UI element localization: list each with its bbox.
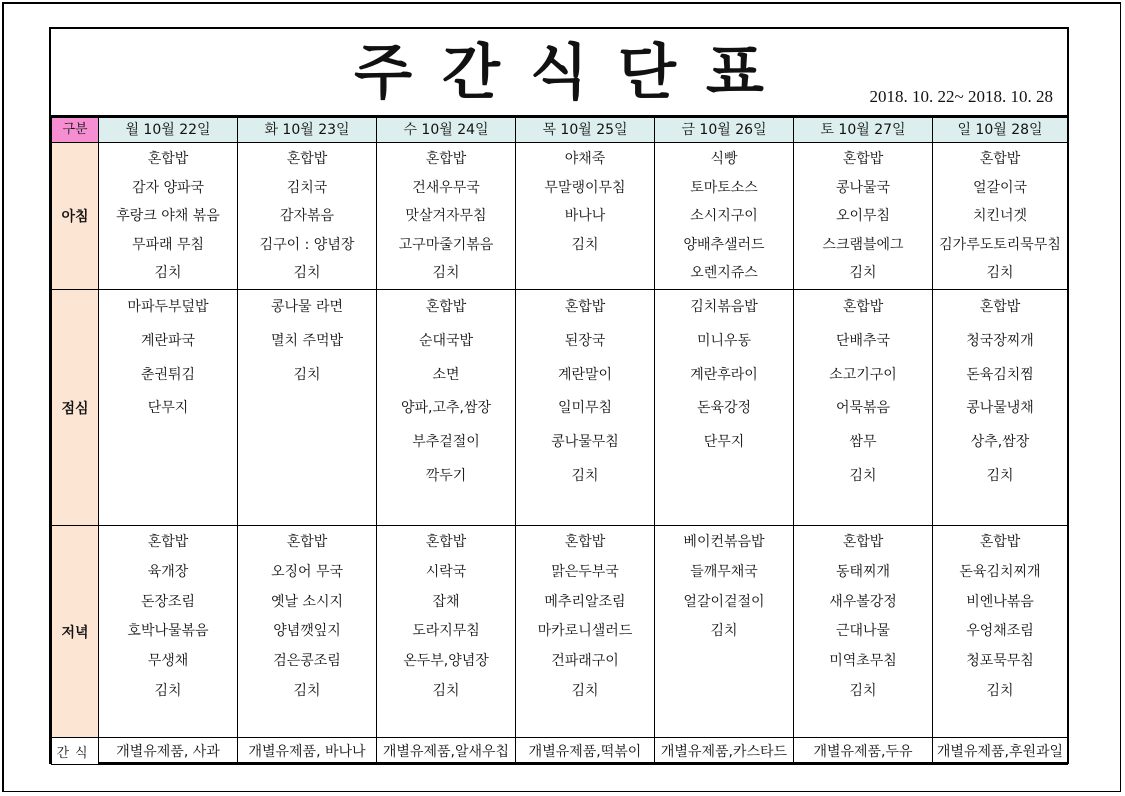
menu-item: 베이컨볶음밥 [683,534,765,550]
snack-row [52,738,1068,765]
day-header: 화 10월 23일 [238,118,377,143]
menu-item: 고구마줄기볶음 [398,236,494,253]
menu-item: 김치국 [286,179,328,196]
menu-cell [377,290,516,526]
menu-item: 오이무침 [835,208,891,225]
menu-item: 김치 [986,265,1014,282]
dinner-row [52,526,1068,738]
menu-item: 얼갈이겉절이 [683,593,765,610]
menu-item: 비엔나볶음 [966,593,1034,610]
menu-item: 스크램블에그 [822,236,904,253]
snack-cell: 개별유제품, 바나나 [238,738,377,765]
menu-item: 김치 [986,682,1014,699]
menu-item: 혼합밥 [147,151,189,167]
day-header: 토 10월 27일 [794,118,933,143]
menu-item: 청국장찌개 [966,332,1034,349]
menu-item: 양파,고추,쌈장 [400,400,492,417]
menu-cell [516,143,655,290]
menu-item: 계란말이 [557,366,613,383]
menu-item: 혼합밥 [842,534,884,550]
header-row [52,118,1068,143]
menu-item: 메추리알조림 [544,593,626,610]
menu-item: 혼합밥 [564,299,606,315]
menu-cell [238,526,377,738]
menu-item: 우엉채조림 [966,623,1034,640]
menu-cell [516,290,655,526]
menu-item: 무파래 무침 [131,236,205,253]
day-header: 월 10월 22일 [99,118,238,143]
menu-item: 김치 [432,265,460,282]
menu-item: 토마토소스 [690,179,758,196]
menu-item: 계란후라이 [690,366,758,383]
menu-item: 새우볼강정 [829,593,897,610]
menu-item: 양념깻잎지 [273,623,341,640]
snack-label: 간식 [52,738,99,765]
snack-cell: 개별유제품, 사과 [99,738,238,765]
menu-item: 미니우동 [696,332,752,349]
menu-cell [933,526,1068,738]
menu-item: 도라지무침 [412,623,480,640]
menu-item: 후랑크 야채 볶음 [116,208,220,225]
menu-item: 무생채 [147,653,189,670]
menu-item: 콩나물무침 [551,434,619,451]
menu-item: 소면 [432,366,460,383]
menu-item: 콩나물국 [835,179,891,196]
menu-item: 혼합밥 [979,299,1021,315]
menu-item: 건파래구이 [551,653,619,670]
menu-item: 쌈무 [849,434,877,451]
menu-item: 잡채 [432,593,460,610]
menu-item: 콩나물냉채 [966,400,1034,417]
menu-cell [238,290,377,526]
menu-sheet [49,27,1069,764]
menu-cell [99,290,238,526]
menu-item: 맛살겨자무침 [405,208,487,225]
snack-cell: 개별유제품,떡볶이 [516,738,655,765]
menu-item: 김치 [293,366,321,383]
menu-item: 돈육김치찌개 [959,563,1041,580]
menu-item: 김치 [710,623,738,640]
menu-item: 김치 [849,467,877,484]
menu-item: 부추겉절이 [412,434,480,451]
menu-item: 일미무침 [557,400,613,417]
menu-item: 혼합밥 [286,534,328,550]
menu-item: 혼합밥 [842,151,884,167]
menu-item: 김치 [154,265,182,282]
menu-item: 건새우무국 [412,179,480,196]
menu-item: 계란파국 [140,332,196,349]
snack-cell: 개별유제품,카스타드 [655,738,794,765]
menu-item: 소고기구이 [829,366,897,383]
menu-item: 혼합밥 [286,151,328,167]
menu-item: 단무지 [147,400,189,417]
menu-cell [655,290,794,526]
day-header: 금 10월 26일 [655,118,794,143]
menu-item: 김구이 : 양념장 [259,236,355,253]
menu-cell [99,526,238,738]
menu-item: 순대국밥 [418,332,474,349]
menu-item: 무말랭이무침 [544,179,626,196]
menu-item: 감자 양파국 [131,179,205,196]
menu-item: 멸치 주먹밥 [270,332,344,349]
menu-item: 오징어 무국 [270,563,344,580]
menu-item: 김치 [849,265,877,282]
menu-item: 김치 [571,467,599,484]
menu-item: 혼합밥 [425,534,467,550]
snack-cell: 개별유제품,알새우칩 [377,738,516,765]
menu-item: 맑은두부국 [551,563,619,580]
menu-item: 혼합밥 [842,299,884,315]
lunch-row [52,290,1068,526]
menu-item: 돈육김치찜 [966,366,1034,383]
menu-item: 김치 [432,682,460,699]
period-range: 2018. 10. 22~ 2018. 10. 28 [869,87,1053,106]
menu-item: 깍두기 [425,467,467,484]
menu-item: 어묵볶음 [835,400,891,417]
snack-cell: 개별유제품,두유 [794,738,933,765]
menu-item: 콩나물 라면 [270,299,344,315]
menu-item: 김치 [571,236,599,253]
day-header: 목 10월 25일 [516,118,655,143]
menu-item: 마카로니샐러드 [537,623,633,640]
menu-item: 혼합밥 [425,151,467,167]
breakfast-row [52,143,1068,290]
menu-item: 오렌지쥬스 [690,265,758,282]
menu-item: 김치 [154,682,182,699]
menu-item: 치킨너겟 [972,208,1028,225]
menu-item: 혼합밥 [979,151,1021,167]
menu-item: 혼합밥 [425,299,467,315]
menu-item: 김치 [571,682,599,699]
menu-item: 청포묵무침 [966,653,1034,670]
menu-item: 옛날 소시지 [270,593,344,610]
menu-item: 혼합밥 [564,534,606,550]
menu-item: 상추,쌈장 [970,434,1030,451]
menu-item: 김치볶음밥 [690,299,758,315]
dinner-label: 저녁 [52,526,99,738]
menu-item: 야채죽 [564,151,606,167]
menu-item: 양배추샐러드 [683,236,765,253]
menu-item: 김가루도토리묵무침 [939,236,1061,253]
menu-item: 바나나 [564,208,606,225]
menu-item: 식빵 [710,151,738,167]
menu-item: 김치 [293,682,321,699]
menu-item: 돈육강정 [696,400,752,417]
snack-cell: 개별유제품,후원과일 [933,738,1068,765]
menu-item: 육개장 [147,563,189,580]
menu-item: 소시지구이 [690,208,758,225]
menu-item: 마파두부덮밥 [127,299,209,315]
menu-item: 단배추국 [835,332,891,349]
day-header: 일 10월 28일 [933,118,1068,143]
menu-cell [516,526,655,738]
menu-cell [377,526,516,738]
menu-item: 근대나물 [835,623,891,640]
menu-cell [655,143,794,290]
menu-cell [794,526,933,738]
menu-cell [933,290,1068,526]
menu-item: 얼갈이국 [972,179,1028,196]
title-area [51,29,1067,117]
lunch-label: 점심 [52,290,99,526]
weekly-menu-table [51,117,1068,765]
menu-item: 춘권튀김 [140,366,196,383]
menu-item: 미역초무침 [829,653,897,670]
menu-item: 들깨무채국 [690,563,758,580]
menu-item: 단무지 [703,434,745,451]
menu-item: 검은콩조림 [273,653,341,670]
menu-cell [794,143,933,290]
menu-item: 김치 [293,265,321,282]
menu-item: 김치 [849,682,877,699]
menu-item: 된장국 [564,332,606,349]
menu-item: 혼합밥 [979,534,1021,550]
menu-cell [377,143,516,290]
menu-item: 시락국 [425,563,467,580]
menu-item: 동태찌개 [835,563,891,580]
page-title: 주간식단표 [354,38,794,108]
menu-item: 혼합밥 [147,534,189,550]
menu-item: 호박나물볶음 [127,623,209,640]
menu-item: 김치 [986,467,1014,484]
menu-cell [238,143,377,290]
day-header: 수 10월 24일 [377,118,516,143]
menu-item: 돈장조림 [140,593,196,610]
gubun-header: 구분 [52,118,99,143]
menu-cell [933,143,1068,290]
menu-item: 온두부,양념장 [403,653,489,670]
menu-cell [655,526,794,738]
breakfast-label: 아침 [52,143,99,290]
menu-cell [99,143,238,290]
menu-cell [794,290,933,526]
menu-item: 감자볶음 [279,208,335,225]
